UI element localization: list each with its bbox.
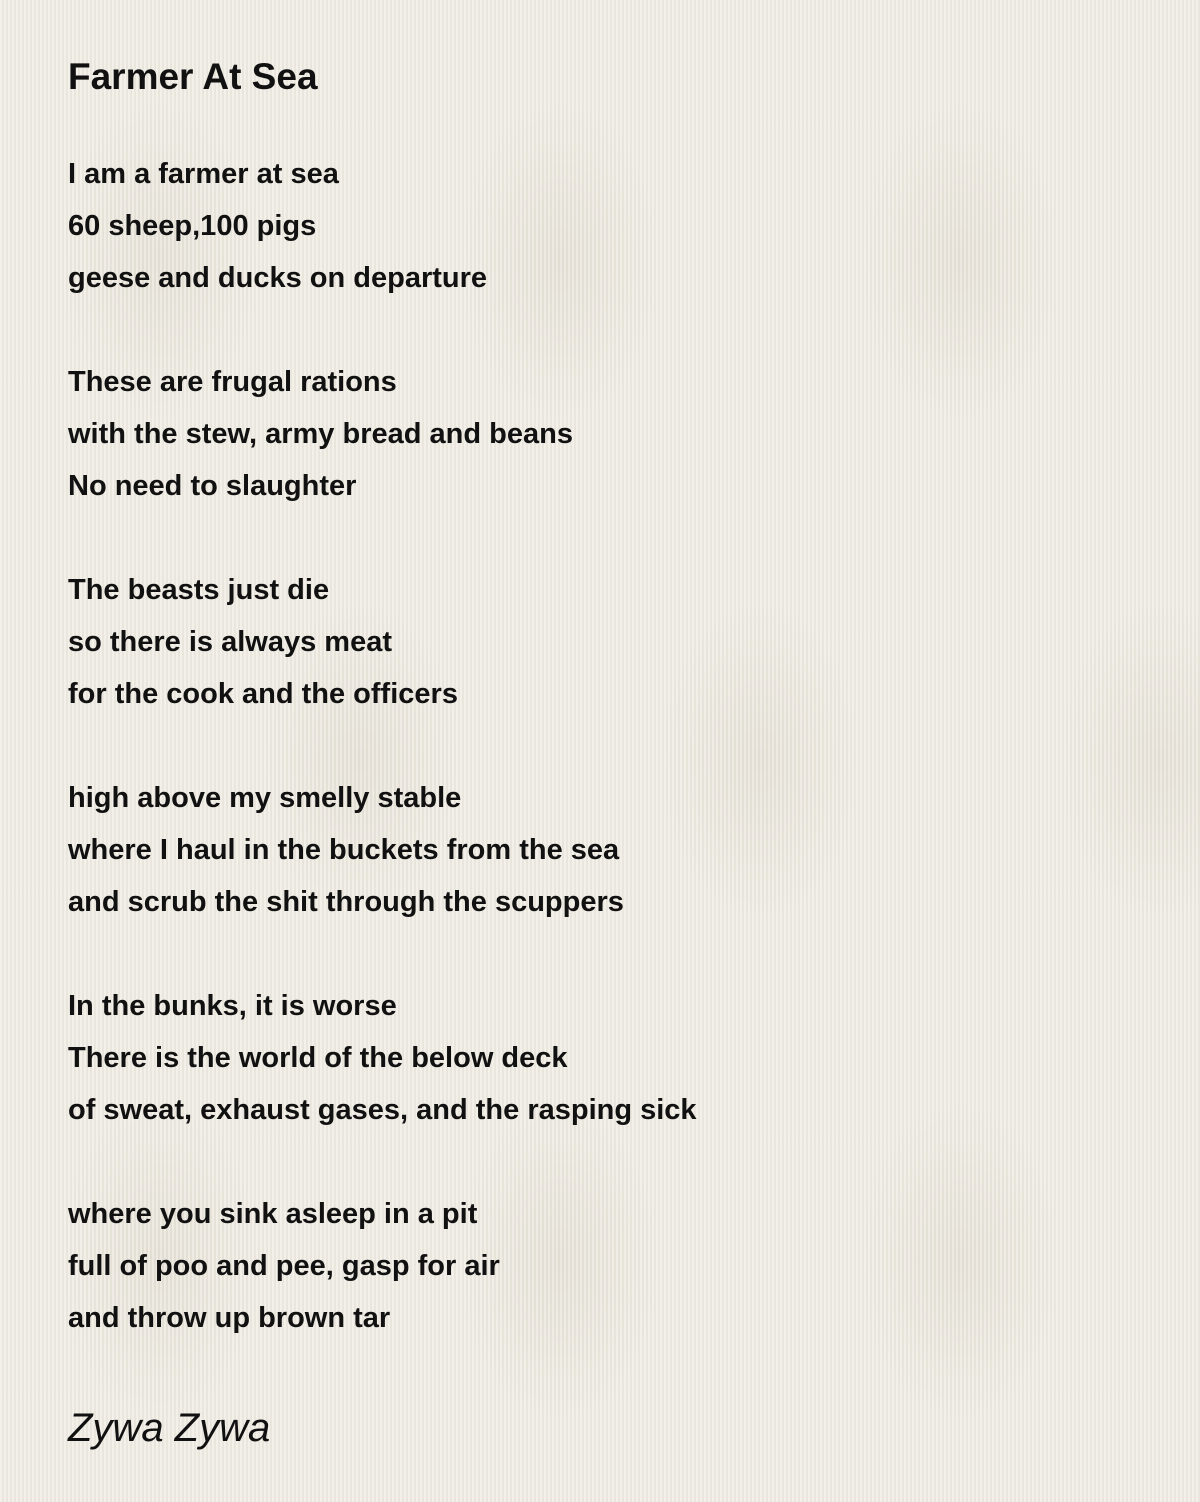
stanza-1: [68, 148, 1148, 304]
poem-line: full of poo and pee, gasp for air: [68, 1250, 500, 1282]
poem-line: and scrub the shit through the scuppers: [68, 886, 624, 918]
stanza-6: [68, 1188, 1148, 1344]
poem-body: [68, 148, 1148, 1344]
poem-line: No need to slaughter: [68, 470, 357, 502]
stanza-3: [68, 564, 1148, 720]
poem-author: Zywa Zywa: [68, 1406, 271, 1450]
poem-line: 60 sheep,100 pigs: [68, 210, 317, 242]
stanza-5: [68, 980, 1148, 1136]
poem-line: of sweat, exhaust gases, and the rasping sick: [68, 1094, 697, 1126]
poem-line: for the cook and the officers: [68, 678, 458, 710]
poem-line: and throw up brown tar: [68, 1302, 391, 1334]
poem-line: high above my smelly stable: [68, 782, 462, 814]
poem-line: There is the world of the below deck: [68, 1042, 568, 1074]
poem-line: These are frugal rations: [68, 366, 397, 398]
poem-container: [68, 52, 1148, 1344]
stanza-4: [68, 772, 1148, 928]
poem-line: where I haul in the buckets from the sea: [68, 834, 620, 866]
poem-title: Farmer At Sea: [68, 56, 318, 97]
stanza-2: [68, 356, 1148, 512]
poem-line: with the stew, army bread and beans: [68, 418, 573, 450]
poem-line: The beasts just die: [68, 574, 330, 606]
poem-line: geese and ducks on departure: [68, 262, 488, 294]
poem-line: so there is always meat: [68, 626, 392, 658]
poem-line: In the bunks, it is worse: [68, 990, 397, 1022]
poem-line: where you sink asleep in a pit: [68, 1198, 478, 1230]
poem-line: I am a farmer at sea: [68, 158, 339, 190]
